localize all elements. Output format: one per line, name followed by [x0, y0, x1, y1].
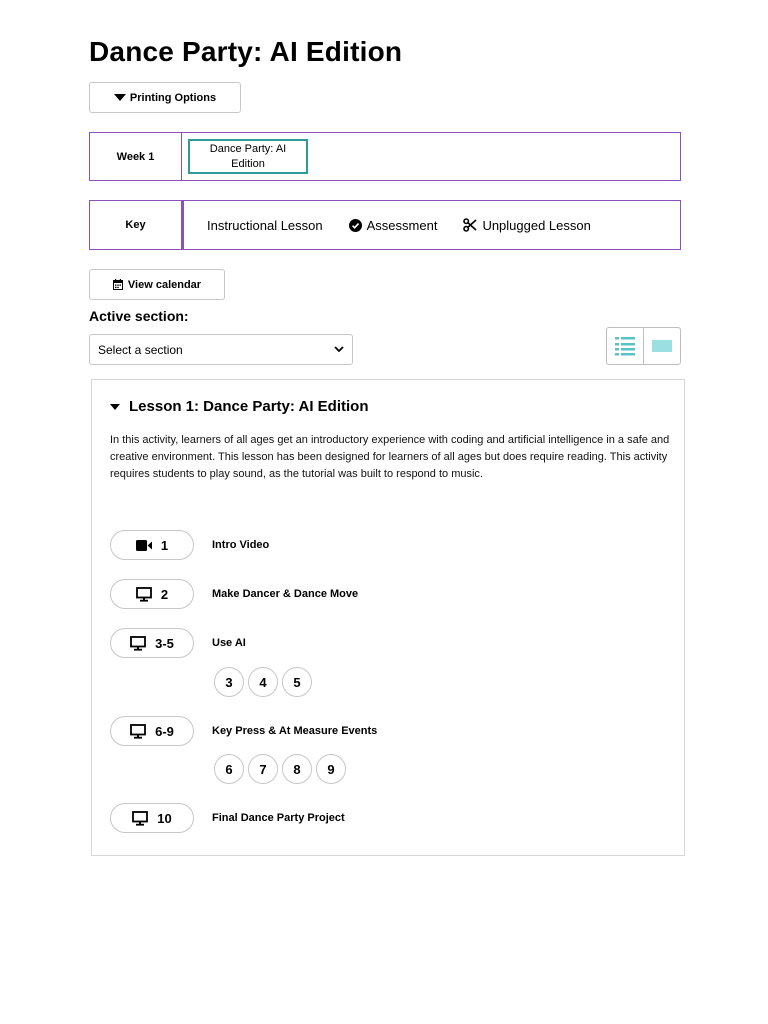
desktop-icon: [130, 724, 146, 739]
level-row: [110, 628, 246, 658]
desktop-icon: [136, 587, 152, 602]
level-pill[interactable]: [110, 579, 194, 609]
key-item-assessment: [349, 218, 438, 233]
level-bubble[interactable]: 7: [248, 754, 278, 784]
level-bubble[interactable]: 5: [282, 667, 312, 697]
key-item-label: Assessment: [366, 217, 438, 233]
level-bubble[interactable]: 4: [248, 667, 278, 697]
key-item-label: Unplugged Lesson: [482, 217, 591, 233]
sublevel-bubbles: [214, 754, 350, 784]
lesson-panel: [91, 379, 685, 856]
level-pill-label: 10: [157, 810, 172, 826]
section-select[interactable]: [89, 334, 353, 365]
detail-view-button[interactable]: [607, 328, 643, 364]
printing-options-label: Printing Options: [129, 91, 217, 104]
level-row: [110, 530, 269, 560]
level-row: [110, 579, 358, 609]
key-item-instructional: [207, 218, 323, 233]
level-pill[interactable]: [110, 628, 194, 658]
week-lesson-link[interactable]: Dance Party: AI Edition: [188, 139, 308, 174]
desktop-icon: [132, 811, 148, 826]
view-calendar-button[interactable]: [89, 269, 225, 300]
key-item-unplugged: [463, 218, 590, 233]
caret-down-icon: [114, 94, 126, 101]
level-pill[interactable]: [110, 530, 194, 560]
view-toggle: [606, 327, 681, 365]
desktop-icon: [130, 636, 146, 651]
level-bubble[interactable]: 6: [214, 754, 244, 784]
view-calendar-label: View calendar: [127, 278, 202, 291]
sublevel-bubbles: [214, 667, 316, 697]
lesson-title: Lesson 1: Dance Party: AI Edition: [129, 398, 369, 415]
level-name[interactable]: Intro Video: [212, 539, 270, 551]
level-name[interactable]: Use AI: [212, 637, 246, 649]
key-item-label: Instructional Lesson: [207, 217, 323, 233]
calendar-icon: [113, 279, 123, 290]
key-label: Key: [90, 201, 183, 249]
chevron-down-icon: [334, 346, 344, 353]
page-title: Dance Party: AI Edition: [89, 36, 403, 67]
section-select-value: Select a section: [98, 342, 183, 357]
check-circle-icon: [349, 219, 362, 232]
level-name[interactable]: Make Dancer & Dance Move: [212, 588, 359, 600]
key-row: [89, 200, 681, 250]
summary-view-button[interactable]: [643, 328, 680, 364]
week-row: [89, 132, 681, 181]
active-section-label: Active section:: [89, 308, 189, 324]
level-pill-label: 1: [160, 537, 169, 553]
video-icon: [136, 540, 152, 551]
key-legend: [183, 200, 681, 250]
scissors-icon: [463, 218, 477, 232]
level-name[interactable]: Key Press & At Measure Events: [212, 725, 378, 737]
level-bubble[interactable]: 8: [282, 754, 312, 784]
level-pill[interactable]: [110, 716, 194, 746]
list-view-icon: [614, 335, 636, 357]
level-pill[interactable]: [110, 803, 194, 833]
printing-options-button[interactable]: [89, 82, 241, 113]
level-pill-label: 2: [160, 586, 169, 602]
level-row: [110, 716, 377, 746]
level-pill-label: 3-5: [155, 635, 174, 651]
week-label: Week 1: [90, 133, 182, 180]
lesson-description: In this activity, learners of all ages get an introductory experience with coding and artificial intelligence in a safe and creative environment. This lesson has been designed for learners of all ages but does require reading. This activity requires students to play sound, as the tutorial was built to respond to music.: [110, 434, 670, 480]
level-name[interactable]: Final Dance Party Project: [212, 812, 345, 824]
level-row: [110, 803, 345, 833]
level-pill-label: 6-9: [155, 723, 174, 739]
level-bubble[interactable]: 9: [316, 754, 346, 784]
level-bubble[interactable]: 3: [214, 667, 244, 697]
caret-down-icon: [110, 404, 120, 410]
summary-view-icon: [652, 340, 672, 352]
lesson-toggle[interactable]: [110, 398, 369, 415]
